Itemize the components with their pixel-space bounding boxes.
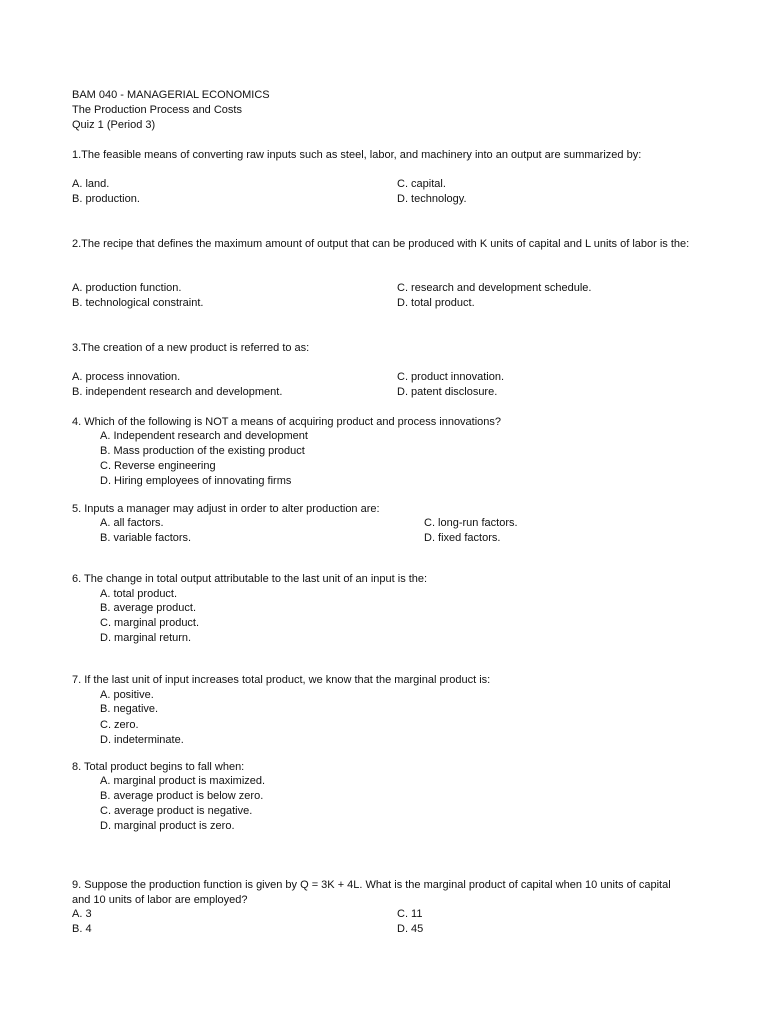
question-3-stem: 3.The creation of a new product is referred to as: [72,342,310,354]
question-8-option-c: C. average product is negative. [100,805,253,817]
question-1-stem: 1.The feasible means of converting raw inputs such as steel, labor, and machinery into an output are summarized by: [72,149,642,161]
question-2-option-c: C. research and development schedule. [397,282,592,294]
question-3-option-a: A. process innovation. [72,371,181,383]
question-4-option-a: A. Independent research and development [100,430,308,442]
question-4-option-d: D. Hiring employees of innovating firms [100,475,292,487]
question-3-option-d: D. patent disclosure. [397,386,498,398]
question-1-option-a: A. land. [72,178,110,190]
course-title: BAM 040 - MANAGERIAL ECONOMICS [72,89,270,101]
question-7-option-a: A. positive. [100,689,154,701]
question-6-option-d: D. marginal return. [100,632,192,644]
question-6-option-a: A. total product. [100,588,178,600]
question-5-option-b: B. variable factors. [100,532,192,544]
question-2-option-d: D. total product. [397,297,475,309]
question-9-option-a: A. 3 [72,908,92,920]
question-5-stem: 5. Inputs a manager may adjust in order to alter production are: [72,503,380,515]
question-5-option-d: D. fixed factors. [424,532,501,544]
question-4-option-c: C. Reverse engineering [100,460,216,472]
question-8-option-a: A. marginal product is maximized. [100,775,266,787]
question-7-option-b: B. negative. [100,703,159,715]
question-1-option-b: B. production. [72,193,140,205]
question-5-option-c: C. long-run factors. [424,517,518,529]
question-4-option-b: B. Mass production of the existing product [100,445,305,457]
question-2-option-a: A. production function. [72,282,182,294]
question-8-option-b: B. average product is below zero. [100,790,264,802]
question-5-option-a: A. all factors. [100,517,164,529]
question-2-option-b: B. technological constraint. [72,297,204,309]
question-9-stem: 9. Suppose the production function is given by Q = 3K + 4L. What is the marginal product of capital when 10 units of capital and 10 units of labor are employed? [72,879,671,906]
question-8-stem: 8. Total product begins to fall when: [72,761,245,773]
question-9-option-d: D. 45 [397,923,424,935]
question-7-option-c: C. zero. [100,719,139,731]
question-7-stem: 7. If the last unit of input increases total product, we know that the marginal product is: [72,674,491,686]
question-4-stem: 4. Which of the following is NOT a means of acquiring product and process innovations? [72,416,502,428]
question-2-stem: 2.The recipe that defines the maximum amount of output that can be produced with K units of capital and L units of labor is the: [72,238,690,250]
question-9-option-c: C. 11 [397,908,423,920]
question-3-option-c: C. product innovation. [397,371,505,383]
question-6-stem: 6. The change in total output attributable to the last unit of an input is the: [72,573,428,585]
topic-title: The Production Process and Costs [72,104,242,116]
question-1-option-d: D. technology. [397,193,467,205]
question-9-option-b: B. 4 [72,923,92,935]
question-7-option-d: D. indeterminate. [100,734,184,746]
question-3-option-b: B. independent research and development. [72,386,283,398]
question-6-option-b: B. average product. [100,602,197,614]
question-1-option-c: C. capital. [397,178,446,190]
quiz-title: Quiz 1 (Period 3) [72,119,156,131]
question-6-option-c: C. marginal product. [100,617,200,629]
question-8-option-d: D. marginal product is zero. [100,820,235,832]
